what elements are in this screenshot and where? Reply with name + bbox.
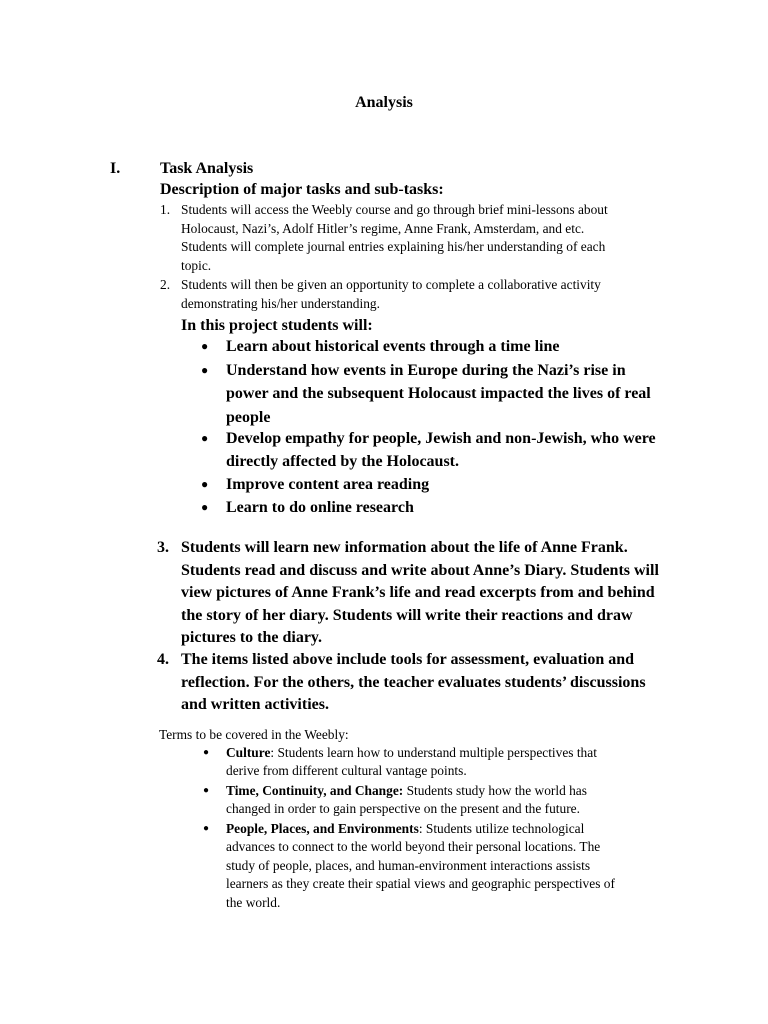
bullet-icon: ● [203, 785, 210, 796]
task-line: Students will learn new information about the life of Anne Frank. [181, 539, 628, 556]
term-line: advances to connect to the world beyond their personal locations. The [226, 839, 601, 855]
term-name: Culture [226, 745, 271, 760]
task-line: The items listed above include tools for assessment, evaluation and [181, 651, 635, 668]
task-4-text [181, 649, 686, 717]
task-line: reflection. For the others, the teacher evaluates students’ discussions [181, 673, 646, 691]
page-title: Analysis [355, 94, 413, 111]
term-item [226, 744, 671, 781]
section-number: I. [110, 160, 121, 177]
term-first-line [226, 744, 671, 762]
project-bullet [226, 496, 686, 519]
section-subheading: Description of major tasks and sub-tasks: [160, 181, 444, 198]
task-line: topic. [181, 257, 212, 273]
task-1-text [181, 201, 681, 275]
task-line: the story of her diary. Students will write their reactions and draw [181, 606, 633, 624]
term-line: the world. [226, 894, 281, 910]
task-line: Students read and discuss and write about Anne’s Diary. Students will [181, 561, 659, 579]
bullet-icon: ● [201, 477, 209, 491]
bullet-icon: ● [203, 823, 210, 834]
task-line: Students will complete journal entries explaining his/her understanding of each [181, 239, 606, 254]
term-line: study of people, places, and human-environment interactions assists [226, 857, 591, 873]
term-line: learners as they create their spatial views and geographic perspectives of [226, 876, 615, 892]
term-separator: : [418, 821, 423, 836]
task-line: Students will access the Weebly course and go through brief mini-lessons about [181, 202, 608, 217]
project-bullet [226, 335, 686, 358]
bullet-line: power and the subsequent Holocaust impacted the lives of real [226, 385, 651, 403]
bullet-line: Understand how events in Europe during the Nazi’s rise in [226, 362, 626, 379]
task-number: 3. [157, 539, 169, 556]
term-line: changed in order to gain perspective on the present and the future. [226, 801, 580, 817]
bullet-line: Improve content area reading [226, 476, 430, 493]
task-line: pictures to the diary. [181, 629, 323, 646]
term-first-line [226, 782, 671, 800]
bullet-line: Develop empathy for people, Jewish and non-Jewish, who were [226, 430, 656, 447]
term-description: Students study how the world has [403, 783, 587, 798]
bullet-icon: ● [201, 363, 209, 377]
term-item [226, 820, 671, 912]
term-item [226, 782, 671, 819]
project-bullet [226, 359, 686, 429]
terms-intro: Terms to be covered in the Weebly: [159, 727, 349, 742]
task-line: Holocaust, Nazi’s, Adolf Hitler’s regime, Anne Frank, Amsterdam, and etc. [181, 220, 585, 236]
bullet-line: directly affected by the Holocaust. [226, 453, 459, 471]
term-separator: : [270, 745, 275, 760]
task-line: view pictures of Anne Frank’s life and read excerpts from and behind [181, 584, 655, 601]
bullet-line: Learn to do online research [226, 499, 414, 516]
project-intro: In this project students will: [181, 317, 373, 334]
bullet-line: Learn about historical events through a time line [226, 338, 560, 355]
term-name: Time, Continuity, and Change: [226, 783, 404, 798]
task-number: 2. [160, 277, 171, 292]
task-2-text [181, 276, 681, 313]
bullet-icon: ● [201, 339, 209, 353]
term-first-line [226, 820, 671, 838]
task-line: and written activities. [181, 696, 329, 713]
bullet-icon: ● [201, 431, 209, 445]
task-number: 4. [157, 651, 169, 668]
task-line: Students will then be given an opportunity to complete a collaborative activity [181, 277, 601, 292]
task-line: demonstrating his/her understanding. [181, 295, 380, 311]
bullet-icon: ● [203, 747, 210, 758]
term-description: Students learn how to understand multiple perspectives that [274, 745, 597, 760]
bullet-icon: ● [201, 500, 209, 514]
project-bullet [226, 473, 686, 496]
bullet-line: people [226, 408, 271, 426]
section-heading: Task Analysis [160, 160, 254, 177]
task-number: 1. [160, 202, 171, 217]
term-line: derive from different cultural vantage points. [226, 763, 467, 779]
term-description: Students utilize technological [422, 821, 585, 836]
term-name: People, Places, and Environments [226, 821, 419, 836]
project-bullet [226, 427, 686, 474]
task-3-text [181, 537, 686, 650]
